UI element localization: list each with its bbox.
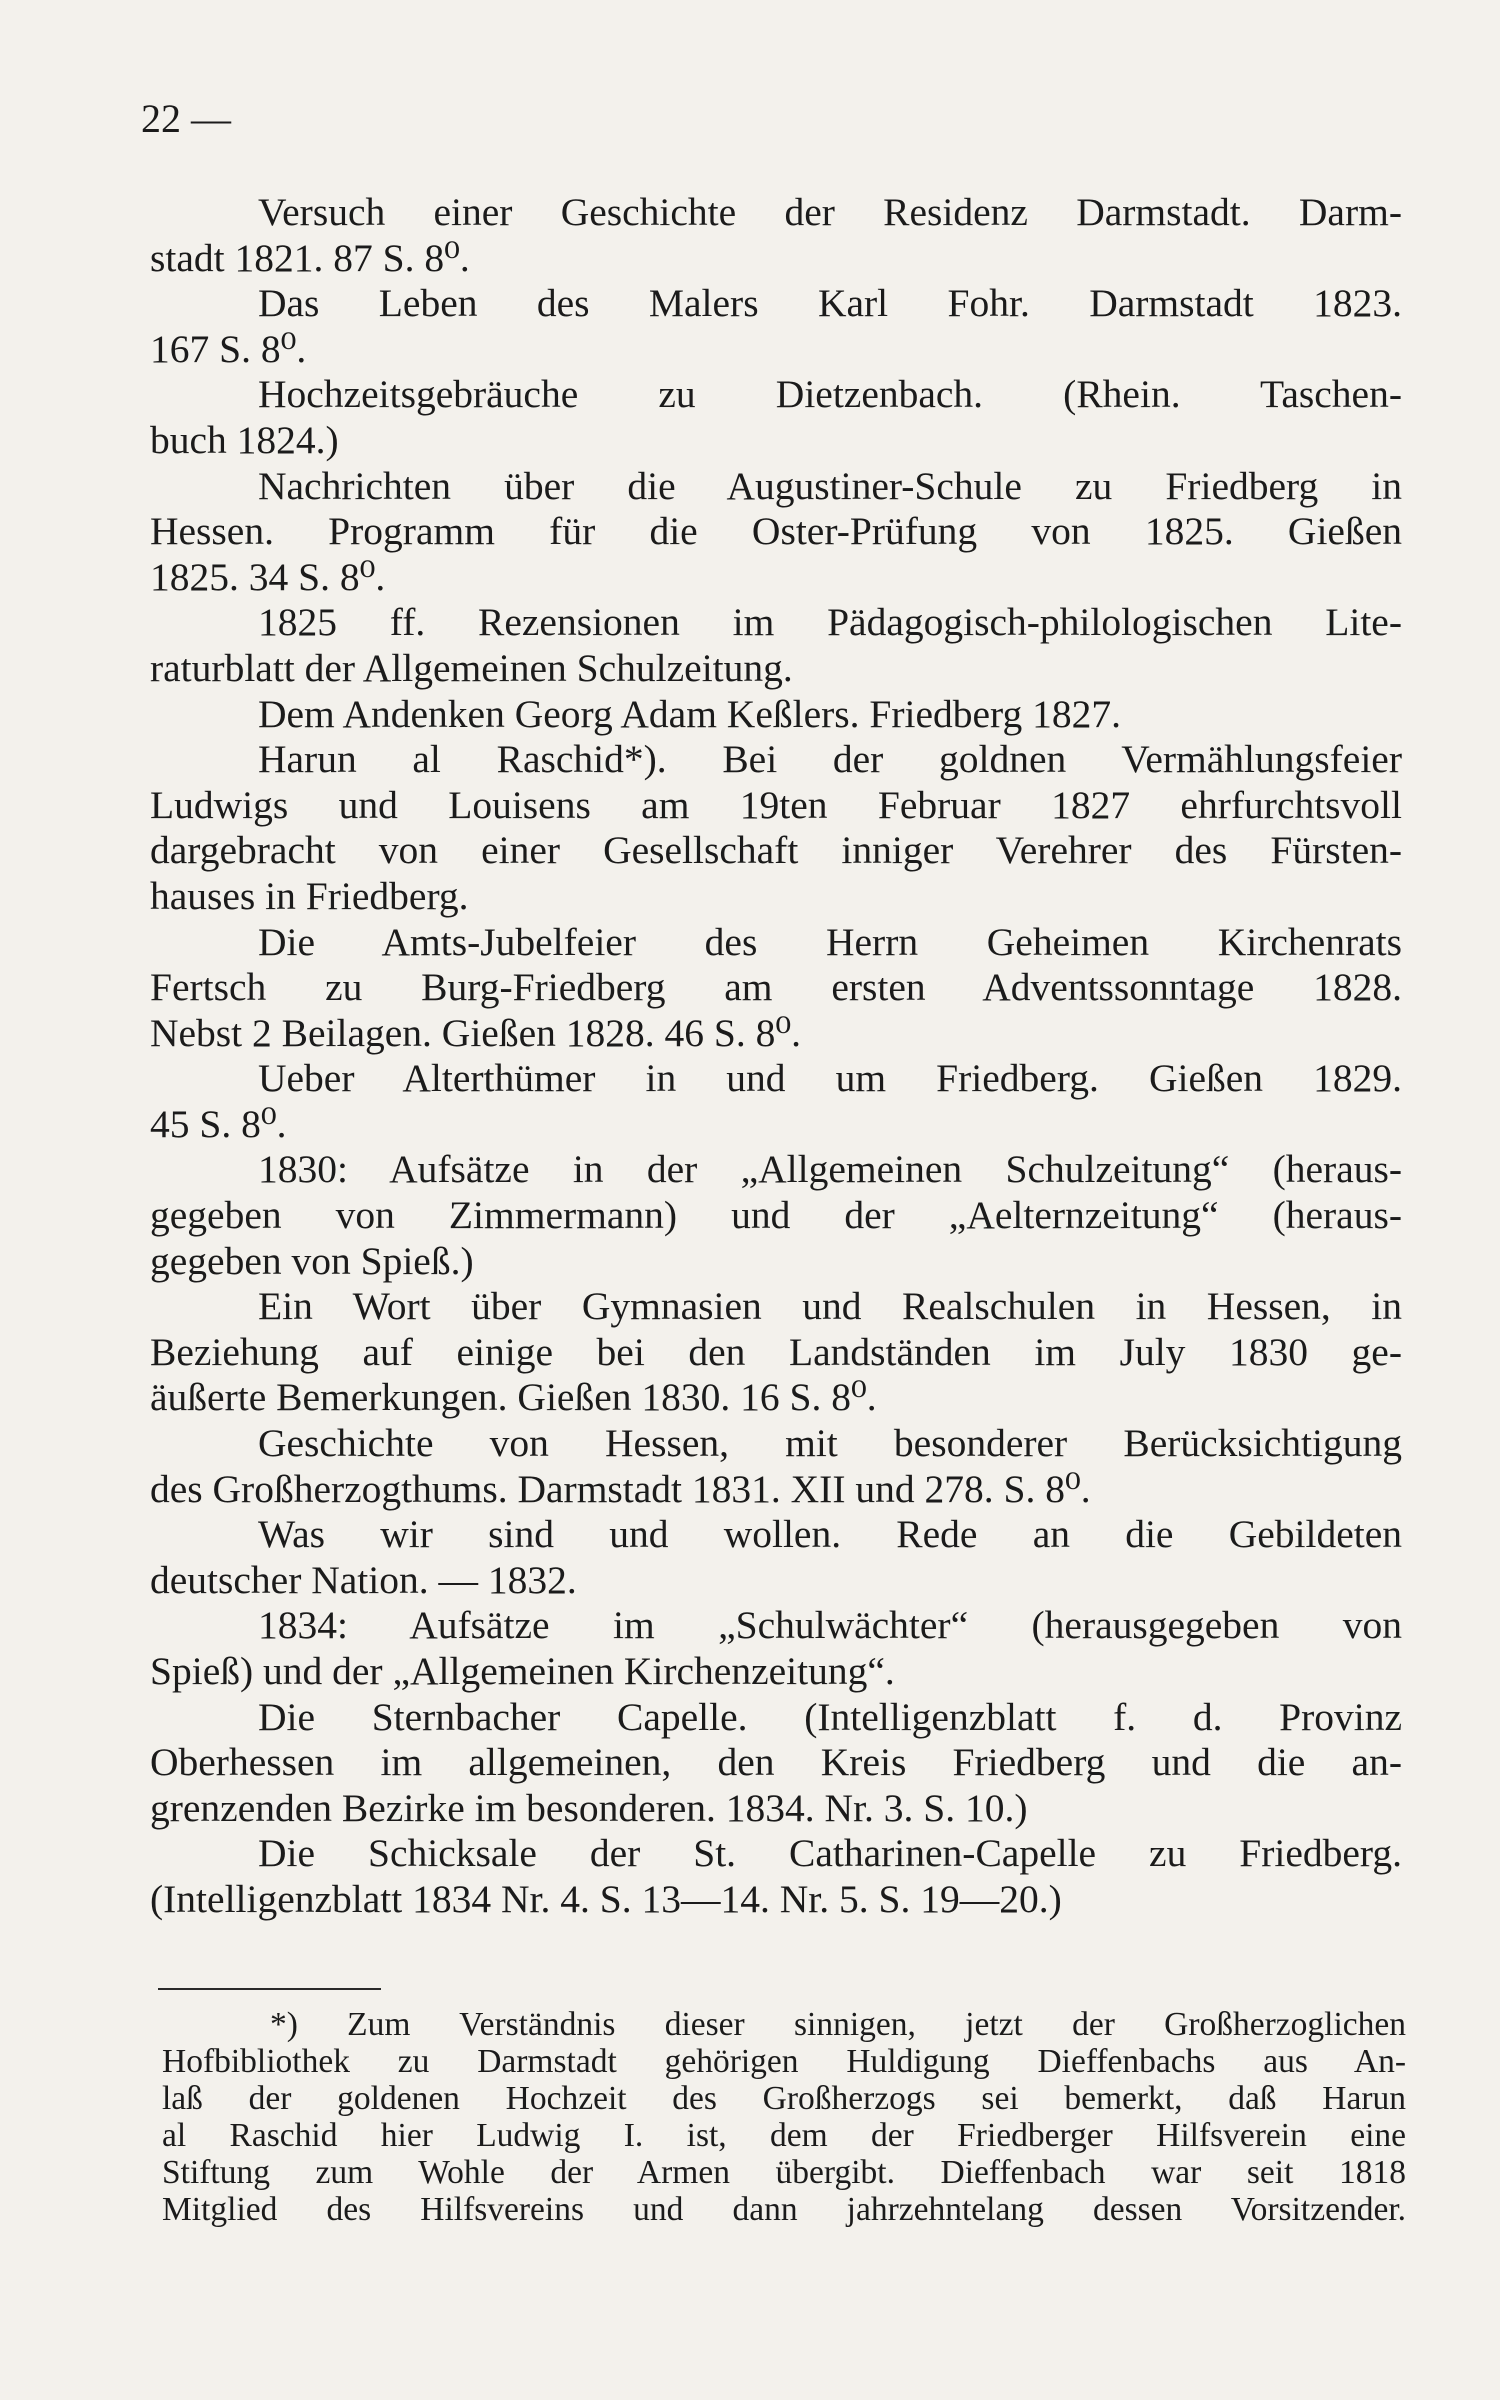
bibliography-entry — [150, 1512, 1402, 1603]
bibliography-entry — [150, 1147, 1402, 1284]
entry-line: Fertsch zu Burg-Friedberg am ersten Adventssonntage 1828. — [150, 965, 1402, 1010]
bibliography-entry — [150, 372, 1402, 463]
bibliography-entry — [150, 1695, 1402, 1832]
entry-line: grenzenden Bezirke im besonderen. 1834. Nr. 3. S. 10.) — [150, 1785, 1028, 1830]
footnote-divider — [158, 1988, 381, 1990]
footnote-line: laß der goldenen Hochzeit des Großherzogs sei bemerkt, daß Harun — [162, 2080, 1406, 2117]
entry-line: 1825 ff. Rezensionen im Pädagogisch-philologischen Lite- — [258, 600, 1402, 645]
entry-line: Die Sternbacher Capelle. (Intelligenzblatt f. d. Provinz — [258, 1694, 1402, 1739]
bibliography-entry — [150, 1831, 1402, 1922]
entry-line: Die Amts-Jubelfeier des Herrn Geheimen Kirchenrats — [258, 919, 1402, 964]
bibliography-entry — [150, 1603, 1402, 1694]
footnote-line: *) Zum Verständnis dieser sinnigen, jetzt der Großherzoglichen — [270, 2006, 1406, 2043]
entry-line: Harun al Raschid*). Bei der goldnen Vermählungsfeier — [258, 737, 1402, 782]
bibliography-entry — [150, 920, 1402, 1057]
entry-line: (Intelligenzblatt 1834 Nr. 4. S. 13—14. Nr. 5. S. 19—20.) — [150, 1876, 1062, 1921]
entry-line: Oberhessen im allgemeinen, den Kreis Friedberg und die an- — [150, 1740, 1402, 1785]
bibliography-list — [150, 190, 1402, 1923]
entry-line: deutscher Nation. — 1832. — [150, 1557, 577, 1602]
entry-line: 167 S. 8⁰. — [150, 326, 307, 371]
entry-line: Hessen. Programm für die Oster-Prüfung von 1825. Gießen — [150, 509, 1402, 554]
entry-line: Nebst 2 Beilagen. Gießen 1828. 46 S. 8⁰. — [150, 1010, 802, 1055]
bibliography-entry — [150, 1056, 1402, 1147]
footnote-line: Hofbibliothek zu Darmstadt gehörigen Huldigung Dieffenbachs aus An- — [162, 2043, 1406, 2080]
entry-line: Hochzeitsgebräuche zu Dietzenbach. (Rhein. Taschen- — [258, 372, 1402, 417]
footnote-line: al Raschid hier Ludwig I. ist, dem der Friedberger Hilfsverein eine — [162, 2117, 1406, 2154]
entry-line: äußerte Bemerkungen. Gießen 1830. 16 S. 8⁰. — [150, 1375, 877, 1420]
entry-line: 45 S. 8⁰. — [150, 1101, 287, 1146]
entry-line: Geschichte von Hessen, mit besonderer Berücksichtigung — [258, 1421, 1402, 1466]
bibliography-entry — [150, 1284, 1402, 1421]
bibliography-entry — [150, 600, 1402, 691]
bibliography-entry — [150, 692, 1402, 738]
entry-line: Versuch einer Geschichte der Residenz Darmstadt. Darm- — [258, 190, 1402, 234]
entry-line: Was wir sind und wollen. Rede an die Gebildeten — [258, 1512, 1402, 1557]
bibliography-entry — [150, 1421, 1402, 1512]
entry-line: raturblatt der Allgemeinen Schulzeitung. — [150, 645, 793, 690]
entry-line: des Großherzogthums. Darmstadt 1831. XII und 278. S. 8⁰. — [150, 1466, 1091, 1511]
entry-line: Nachrichten über die Augustiner-Schule zu Friedberg in — [258, 463, 1402, 508]
entry-line: Dem Andenken Georg Adam Keßlers. Friedberg 1827. — [258, 691, 1121, 736]
entry-line: Spieß) und der „Allgemeinen Kirchenzeitung“. — [150, 1649, 895, 1693]
entry-line: Beziehung auf einige bei den Landständen im July 1830 ge- — [150, 1329, 1402, 1374]
footnote — [162, 2006, 1406, 2228]
entry-line: buch 1824.) — [150, 417, 339, 462]
bibliography-entry — [150, 737, 1402, 919]
footnote-line: Mitglied des Hilfsvereins und dann jahrzehntelang dessen Vorsitzender. — [162, 2191, 1406, 2228]
entry-line: 1834: Aufsätze im „Schulwächter“ (herausgegeben von — [258, 1603, 1402, 1648]
entry-line: Die Schicksale der St. Catharinen-Capelle zu Friedberg. — [258, 1831, 1402, 1876]
entry-line: Ein Wort über Gymnasien und Realschulen in Hessen, in — [258, 1284, 1402, 1329]
entry-line: 1830: Aufsätze in der „Allgemeinen Schulzeitung“ (heraus- — [258, 1147, 1402, 1192]
entry-line: gegeben von Zimmermann) und der „Aelternzeitung“ (heraus- — [150, 1193, 1402, 1238]
bibliography-entry — [150, 190, 1402, 281]
entry-line: hauses in Friedberg. — [150, 873, 469, 918]
entry-line: stadt 1821. 87 S. 8⁰. — [150, 235, 470, 280]
bibliography-entry — [150, 464, 1402, 601]
page-number: 22 — — [141, 96, 231, 141]
footnote-line: Stiftung zum Wohle der Armen übergibt. Dieffenbach war seit 1818 — [162, 2154, 1406, 2191]
entry-line: Ludwigs und Louisens am 19ten Februar 1827 ehrfurchtsvoll — [150, 782, 1402, 827]
entry-line: gegeben von Spieß.) — [150, 1238, 474, 1283]
entry-line: Das Leben des Malers Karl Fohr. Darmstadt 1823. — [258, 281, 1402, 326]
entry-line: Ueber Alterthümer in und um Friedberg. Gießen 1829. — [258, 1056, 1402, 1101]
entry-line: dargebracht von einer Gesellschaft inniger Verehrer des Fürsten- — [150, 828, 1402, 873]
bibliography-entry — [150, 281, 1402, 372]
entry-line: 1825. 34 S. 8⁰. — [150, 554, 386, 599]
